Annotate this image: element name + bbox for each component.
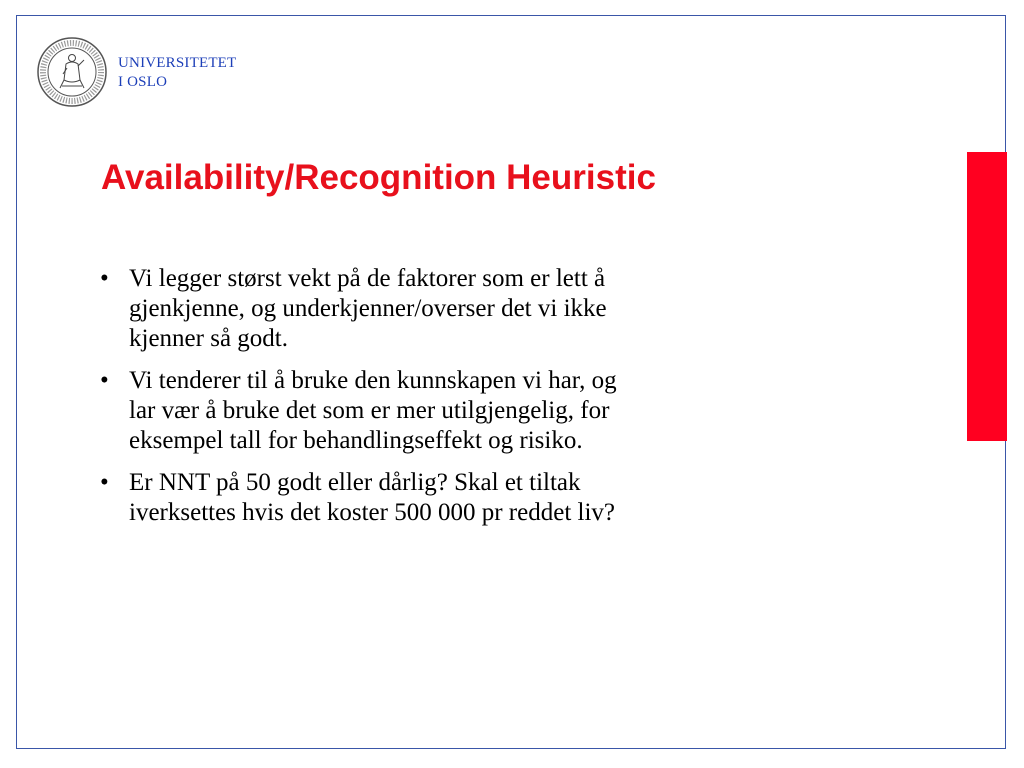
institution-line-1: UNIVERSITETET: [118, 55, 237, 71]
bullet-icon: •: [100, 469, 109, 496]
bullet-text-line: kjenner så godt.: [129, 325, 288, 352]
bullet-text-line: eksempel tall for behandlingseffekt og risiko.: [129, 427, 583, 454]
bullet-icon: •: [100, 367, 109, 394]
bullet-text-line: lar vær å bruke det som er mer utilgjengelig, for: [129, 397, 610, 424]
slide-title: Availability/Recognition Heuristic: [101, 158, 656, 197]
bullet-item: [100, 264, 820, 354]
bullet-text-line: iverksettes hvis det koster 500 000 pr reddet liv?: [129, 499, 615, 526]
bullet-list: [100, 264, 820, 540]
bullet-text-line: Vi legger størst vekt på de faktorer som er lett å: [129, 265, 606, 292]
accent-bar: [967, 152, 1007, 441]
bullet-item: [100, 366, 820, 456]
bullet-text-line: gjenkjenne, og underkjenner/overser det vi ikke: [129, 295, 607, 322]
institution-name: [118, 54, 236, 92]
university-seal-icon: [36, 36, 108, 108]
institution-line-2: I OSLO: [118, 74, 168, 90]
bullet-item: [100, 468, 820, 528]
bullet-icon: •: [100, 265, 109, 292]
bullet-text-line: Er NNT på 50 godt eller dårlig? Skal et tiltak: [129, 469, 581, 496]
bullet-text-line: Vi tenderer til å bruke den kunnskapen vi har, og: [129, 367, 617, 394]
